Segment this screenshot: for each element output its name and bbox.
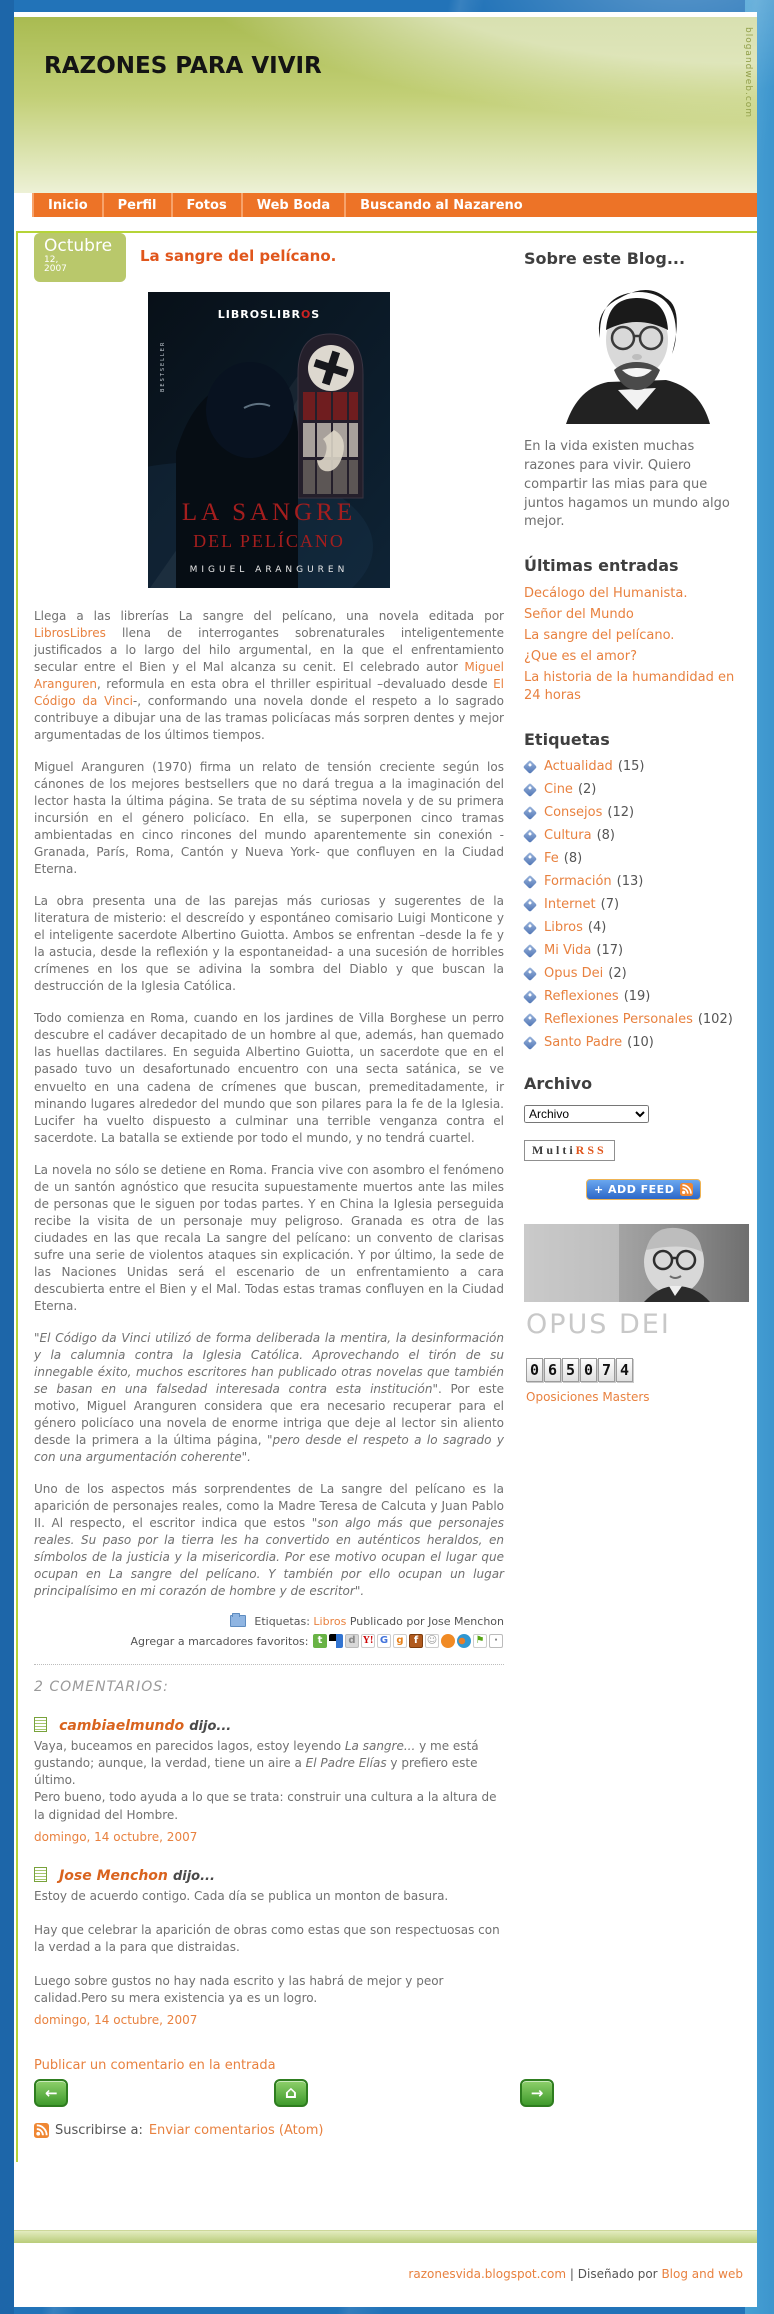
post-date-month: Octubre (44, 236, 113, 256)
tag-link[interactable]: Cine (544, 782, 573, 798)
nav-item[interactable]: Inicio (32, 193, 102, 217)
nav-item[interactable]: Buscando al Nazareno (344, 193, 537, 217)
yahoo-icon[interactable]: Y! (362, 1635, 374, 1647)
tag-link[interactable]: Cultura (544, 828, 592, 844)
tag-link[interactable]: Reflexiones (544, 989, 619, 1005)
tag-row (524, 1035, 749, 1050)
tag-link[interactable]: Santo Padre (544, 1035, 623, 1051)
tag-icon (523, 1013, 537, 1027)
inline-link[interactable]: Miguel Aranguren (34, 659, 504, 691)
bookmarks-row (34, 1634, 504, 1648)
opus-dei-caption: OPUS DEI (526, 1309, 671, 1341)
post-paragraph: Llega a las librerías La sangre del pelícano, una novela editada por LibrosLibres llena de interrogantes sobrenaturales inteligentemente justificados a lo largo del hilo argumental, en la que el enfrentamiento secular entre el Bien y el Mal alcanza su cenit. El celebrado autor Miguel Aranguren, reformula en esta obra el thriller espiritual –devaluado desde El Código da Vinci-, conformando una novela donde el respeto a lo sagrado contribuye a dibujar una de las tramas policíacas más sorpren dentes y mejor argumentadas de los últimos tiempos. (34, 608, 504, 742)
tag-link[interactable]: Libros (544, 920, 583, 936)
tag-count: (2) (577, 782, 597, 798)
post-title[interactable]: La sangre del pelícano. (140, 247, 337, 265)
comment (34, 1865, 504, 2028)
tag-row (524, 851, 749, 866)
tag-link[interactable]: Fe (544, 851, 559, 867)
comment-header (34, 1865, 504, 1884)
bookmark-icons (312, 1635, 504, 1648)
tag-count: (15) (617, 759, 645, 775)
about-title: Sobre este Blog... (524, 249, 686, 268)
opus-dei-photo (524, 1224, 749, 1302)
recent-post-link[interactable]: La sangre del pelícano. (524, 627, 675, 643)
visitor-counter (526, 1358, 749, 1382)
post-tag-link[interactable]: Libros (313, 1615, 347, 1629)
nav-item[interactable]: Perfil (102, 193, 171, 217)
cover-title-line2: DEL PELÍCANO (193, 530, 345, 551)
post-meta (34, 1615, 504, 1628)
google-bookmarks-icon[interactable]: g (393, 1634, 407, 1648)
facebook-icon[interactable]: f (409, 1634, 423, 1648)
recent-post-link[interactable]: Decálogo del Humanista. (524, 586, 688, 602)
post-paragraph: Todo comienza en Roma, cuando en los jardines de Villa Borghese un perro descubre el cadáver decapitado de un hombre al que, además, han quemado las huellas dactilares. En seguida Albertino Guiotta, un sacerdote que en el pasado tuvo un desafortunado encuentro con una secta satánica, se ve envuelto en una cadena de crímenes que buscan, premeditadamente, ir minando lugares alrededor del mundo que son pilares para la fe de la Iglesia. Lucifer ha vuelto dispuesto a culminar una terrible venganza contra el sacerdote. La batalla se extiende por todo el mundo, y no tendrá cuartel. (34, 1011, 504, 1145)
tag-icon (523, 875, 537, 889)
tag-icon (523, 990, 537, 1004)
stumbleupon-icon[interactable] (457, 1634, 471, 1648)
content-area (16, 231, 757, 2162)
page-footer (14, 2230, 757, 2307)
oposiciones-link[interactable]: Oposiciones Masters (526, 1390, 650, 1405)
tag-icon (523, 829, 537, 843)
subscribe-row (34, 2123, 504, 2138)
post-paragraph: Miguel Aranguren (1970) firma un relato de tensión creciente según los cánones de los mejores bestsellers que no dará tregua a la imaginación del lector hasta la última página. Se trata de su séptima novela y de su primera incursión en el género policíaco. En ella, se superponen cinco tramas ambientadas en cinco rincones del mundo aparentemente sin conexión -Granada, París, Roma, Cantón y Nueva York- que confluyen en la Ciudad Eterna. (34, 759, 504, 877)
rss-icon (34, 2123, 49, 2138)
simpy-icon[interactable] (441, 1634, 455, 1648)
post-date-day: 12, (44, 254, 59, 265)
comment-dijo-label: dijo... (172, 1868, 215, 1884)
tag-row (524, 1012, 749, 1027)
tag-row (524, 920, 749, 935)
footer-designer-link[interactable]: Blog and web (661, 2267, 743, 2281)
footer-separator: | (569, 2267, 574, 2281)
post-date-year: 2007 (44, 264, 67, 275)
tag-link[interactable]: Opus Dei (544, 966, 604, 982)
post-paragraph: La novela no sólo se detiene en Roma. Francia vive con asombro el fenómeno de un santón agnóstico que resucita supuestamente muertos ante las miles de personas que le siguen por todas partes. Y en China la Iglesia perseguida recibe la visita de un personaje muy peligroso. Granada es otra de las ciudades en las que recala La sangre del pelícano: un convento de clarisas sufre una serie de violentos ataques sin explicación. Y por último, la sede de las Naciones Unidas será el escenario de un enfrentamiento a cara descubierta entre el Bien y el Mal. Todas estas tramas confluyen en la Ciudad Eterna. (34, 1162, 504, 1313)
tag-row (524, 966, 749, 981)
footer-bar (14, 2230, 757, 2243)
tag-count: (13) (616, 874, 644, 890)
subscribe-label: Suscribirse a: (55, 2122, 143, 2138)
previous-post-button[interactable] (34, 2079, 68, 2107)
tag-count: (7) (600, 897, 620, 913)
tag-icon (523, 921, 537, 935)
author-photo (524, 278, 749, 428)
labels-label: Etiquetas: (254, 1615, 310, 1629)
recent-post-link[interactable]: ¿Que es el amor? (524, 648, 637, 664)
tag-icon (523, 898, 537, 912)
home-button[interactable] (274, 2079, 308, 2107)
tag-row (524, 989, 749, 1004)
post-body (34, 608, 504, 1601)
post-paragraph: La obra presenta una de las parejas más curiosas y sugerentes de la literatura de misterio: el descreído y espontáneo comisario Luigi Monticone y el inteligente sacerdote Albertino Guiotta. Ambos se enfrentan –desde la fe y la astucia, desde la reflexión y la espontaneidad- a una sucesión de horribles crímenes en los que se adivina la sombra del Diablo y que buscan la destrucción de la Iglesia Católica. (34, 894, 504, 994)
tag-link[interactable]: Actualidad (544, 759, 613, 775)
tag-row (524, 943, 749, 958)
opus-dei-widget[interactable] (524, 1224, 749, 1340)
comments-heading: 2 COMENTARIOS: (34, 1679, 169, 1696)
main-navigation (32, 193, 757, 217)
cover-title-line1: LA SANGRE (181, 498, 357, 526)
reddit-icon[interactable]: ☺ (426, 1635, 438, 1647)
tag-count: (10) (627, 1035, 654, 1051)
cover-author: MIGUEL ARANGUREN (189, 564, 349, 575)
counter-digit: 5 (562, 1358, 579, 1382)
delicious-icon[interactable] (329, 1634, 343, 1648)
tag-icon (523, 944, 537, 958)
tag-row (524, 828, 749, 843)
main-column (34, 233, 544, 2162)
comment-date-link[interactable]: domingo, 14 octubre, 2007 (34, 1829, 198, 1844)
nav-item[interactable]: Fotos (171, 193, 241, 217)
tag-row (524, 782, 749, 797)
nav-item[interactable]: Web Boda (241, 193, 344, 217)
post-paragraph: "El Código da Vinci utilizó de forma deliberada la mentira, la desinformación y la calumnia contra la Iglesia Católica. Aprovechando el tirón de su innegable éxito, muchos escritores han publicado otras novelas que también se basan en una falsedad interesada contra esta institución". Por este motivo, Miguel Aranguren considera que era necesario recuperar para el género policíaco una novela de enorme intriga que deje al lector sin aliento desde la primera a la última página, "pero desde el respeto a lo sagrado y con una argumentación coherente". (34, 1330, 505, 1465)
home-icon: ⌂ (284, 2082, 298, 2103)
tag-icon (523, 852, 537, 866)
comment-body: Vaya, buceamos en parecidos lagos, estoy leyendo La sangre... y me está gustando; aunque, la verdad, tiene un aire a El Padre Elías y prefiero este último. Pero bueno, todo ayuda a lo que se trata: construir una cultura a la altura de la dignidad del Hombre. (34, 1739, 497, 1822)
archive-select[interactable] (524, 1105, 649, 1123)
blog-title: RAZONES PARA VIVIR (44, 53, 322, 79)
footer-designed-label: Diseñado por (577, 2267, 658, 2281)
post-comment-link[interactable]: Publicar un comentario en la entrada (34, 2057, 276, 2073)
tag-count: (102) (697, 1012, 733, 1028)
post-paragraph: Uno de los aspectos más sorprendentes de La sangre del pelícano es la aparición de personajes reales, como la Madre Teresa de Calcuta y Juan Pablo II. Al respecto, el escritor indica que estos "son algo más que personajes reales. Su paso por la tierra les ha convertido en auténticos heraldos, en símbolos de la justicia y la misericordia. Por ese motivo ocupan el lugar que ocupan en La sangre del pelícano. Y también por ello ocupan un lugar principalísimo en mi corazón de hombre y de escritor". (34, 1482, 504, 1599)
tag-link[interactable]: Formación (544, 874, 612, 890)
tag-row (524, 897, 749, 912)
tag-count: (8) (596, 828, 615, 844)
comment-author-link[interactable]: Jose Menchon (59, 1867, 168, 1884)
labels-folder-icon (230, 1615, 246, 1627)
bookmarks-label: Agregar a marcadores favoritos: (130, 1635, 309, 1649)
tag-link[interactable]: Internet (544, 897, 596, 913)
post-navigation (34, 2079, 544, 2111)
rss-icon (680, 1183, 693, 1196)
tag-row (524, 805, 749, 820)
tag-link[interactable]: Mi Vida (544, 943, 592, 959)
next-post-button[interactable] (520, 2079, 554, 2107)
tag-count: (12) (607, 805, 635, 821)
tag-icon (523, 760, 537, 774)
page-container (14, 12, 757, 2307)
tag-count: (19) (623, 989, 651, 1005)
tag-link[interactable]: Reflexiones Personales (544, 1012, 693, 1028)
tag-row (524, 874, 749, 889)
right-arrow-icon: → (530, 2083, 544, 2102)
technorati-icon[interactable]: t (313, 1634, 327, 1648)
post-date-badge (34, 233, 126, 282)
tag-icon (523, 1036, 537, 1050)
page-background (0, 12, 774, 2314)
tags-list (524, 759, 749, 1050)
meneame-icon[interactable]: ⚑ (473, 1634, 487, 1648)
recent-posts-list (524, 585, 749, 706)
comment-doc-icon (34, 1717, 47, 1732)
tag-count: (4) (587, 920, 607, 936)
tag-icon (523, 806, 537, 820)
counter-digit: 6 (544, 1358, 561, 1382)
comment-author-link[interactable]: cambiaelmundo (59, 1718, 185, 1735)
comment-doc-icon (34, 1867, 47, 1882)
tag-count: (17) (596, 943, 624, 959)
multirss-badge[interactable]: MultiRSS (524, 1140, 615, 1161)
recent-posts-title: Últimas entradas (524, 556, 679, 576)
counter-digit: 0 (580, 1358, 597, 1382)
recent-post-link[interactable]: La historia de la humandidad en 24 horas (524, 669, 735, 704)
counter-digit: 0 (526, 1358, 543, 1382)
comments-separator (34, 1664, 504, 1665)
inline-link[interactable]: El Código da Vinci (34, 676, 504, 708)
tags-title: Etiquetas (524, 730, 610, 750)
comment (34, 1715, 504, 1844)
tag-link[interactable]: Consejos (544, 805, 603, 821)
sidebar (524, 233, 749, 2162)
digg-icon[interactable]: d (345, 1634, 359, 1648)
tag-count: (8) (563, 851, 583, 867)
tag-row (524, 759, 749, 774)
about-description: En la vida existen muchas razones para vivir. Quiero compartir las mias para que juntos hagamos un mundo algo mejor. (524, 439, 730, 530)
add-feed-button[interactable]: + ADD FEED (586, 1179, 701, 1200)
recent-post-link[interactable]: Señor del Mundo (524, 607, 634, 623)
comment-body: Estoy de acuerdo contigo. Cada día se publica un monton de basura. Hay que celebrar la aparición de obras como estas que son respectuosas con la verdad a la para que distraidas. Luego sobre gustos no hay nada escrito y las habrá de mejor y peor calidad.Pero su mera existencia ya es un logro. (34, 1888, 500, 2005)
template-watermark: blogandweb.com (743, 27, 753, 119)
footer-text (14, 2243, 757, 2307)
google-icon[interactable]: G (377, 1634, 391, 1648)
archive-title: Archivo (524, 1074, 593, 1094)
cover-spine-text: BESTSELLER (160, 340, 166, 392)
tag-icon (523, 783, 537, 797)
tag-count: (2) (608, 966, 627, 982)
footer-site-link[interactable]: razonesvida.blogspot.com (408, 2267, 567, 2281)
cover-publisher: LIBROSLIBROS (217, 307, 321, 321)
comment-date-link[interactable]: domingo, 14 octubre, 2007 (34, 2012, 198, 2027)
book-cover-image[interactable] (34, 292, 504, 592)
counter-digit: 4 (616, 1358, 633, 1382)
blog-header (14, 17, 757, 193)
published-by: Publicado por Jose Menchon (349, 1615, 504, 1629)
tag-icon (523, 967, 537, 981)
subscribe-link[interactable]: Enviar comentarios (Atom) (148, 2122, 324, 2138)
left-arrow-icon: → (44, 2083, 58, 2102)
post-header (34, 233, 504, 282)
more-bookmarks-icon[interactable]: · (489, 1634, 503, 1648)
comment-dijo-label: dijo... (189, 1719, 232, 1735)
inline-link[interactable]: LibrosLibres (34, 625, 106, 640)
counter-digit: 7 (598, 1358, 615, 1382)
comment-header (34, 1715, 504, 1734)
